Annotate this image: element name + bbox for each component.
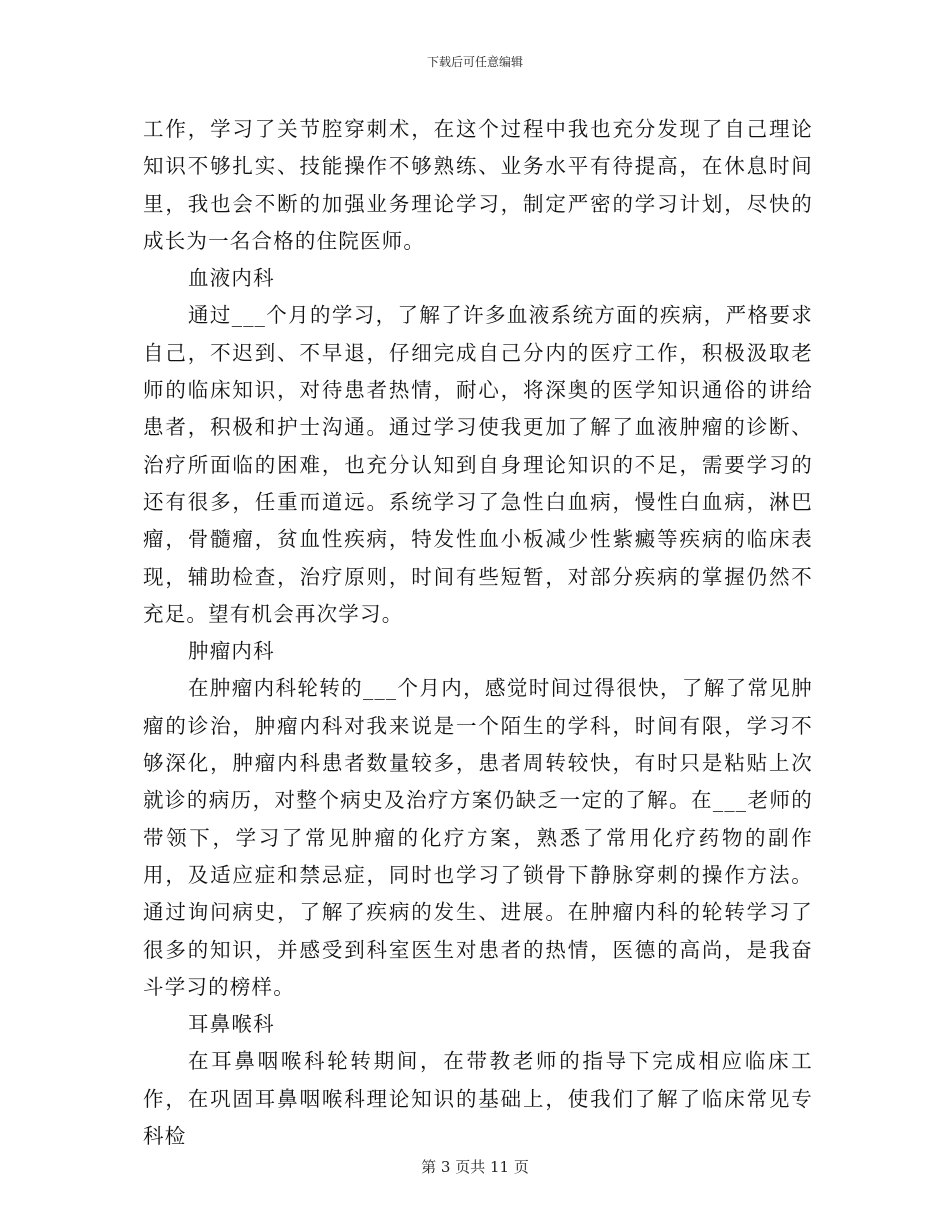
paragraph-intro: 工作，学习了关节腔穿刺术，在这个过程中我也充分发现了自己理论知识不够扎实、技能操作不够熟练、业务水平有待提高，在休息时间里，我也会不断的加强业务理论学习，制定严密的学习计划，尽快的成长为一名合格的住院医师。 [143,117,813,253]
page-header: 下载后可任意编辑 [426,55,523,69]
paragraph-hematology: 通过___个月的学习，了解了许多血液系统方面的疾病，严格要求自己，不迟到、不早退，仔细完成自己分内的医疗工作，积极汲取老师的临床知识，对待患者热情，耐心，将深奥的医学知识通俗的讲给患者，积极和护士沟通。通过学习使我更加了解了血液肿瘤的诊断、治疗所面临的困难，也充分认知到自身理论知识的不足，需要学习的还有很多，任重而道远。系统学习了急性白血病，慢性白血病，淋巴瘤，骨髓瘤，贫血性疾病，特发性血小板减少性紫癜等疾病的临床表现，辅助检查，治疗原则，时间有些短暂，对部分疾病的掌握仍然不充足。望有机会再次学习。 [143,303,813,626]
page-number: 第 3 页共 11 页 [421,1158,529,1176]
paragraph-oncology: 在肿瘤内科轮转的___个月内，感觉时间过得很快，了解了常见肿瘤的诊治，肿瘤内科对我来说是一个陌生的学科，时间有限，学习不够深化，肿瘤内科患者数量较多，患者周转较快，有时只是粘贴上次就诊的病历，对整个病史及治疗方案仍缺乏一定的了解。在___老师的带领下，学习了常见肿瘤的化疗方案，熟悉了常用化疗药物的副作用，及适应症和禁忌症，同时也学习了锁骨下静脉穿刺的操作方法。通过询问病史，了解了疾病的发生、进展。在肿瘤内科的轮转学习了很多的知识，并感受到科室医生对患者的热情，医德的高尚，是我奋斗学习的榜样。 [143,676,813,999]
paragraph-ent: 在耳鼻咽喉科轮转期间，在带教老师的指导下完成相应临床工作，在巩固耳鼻咽喉科理论知识的基础上，使我们了解了临床常见专科检 [143,1049,813,1149]
section-heading-ent: 耳鼻喉科 [188,1012,275,1037]
section-heading-hematology: 血液内科 [188,266,275,291]
document-body [143,111,813,1155]
section-heading-oncology: 肿瘤内科 [188,639,275,664]
